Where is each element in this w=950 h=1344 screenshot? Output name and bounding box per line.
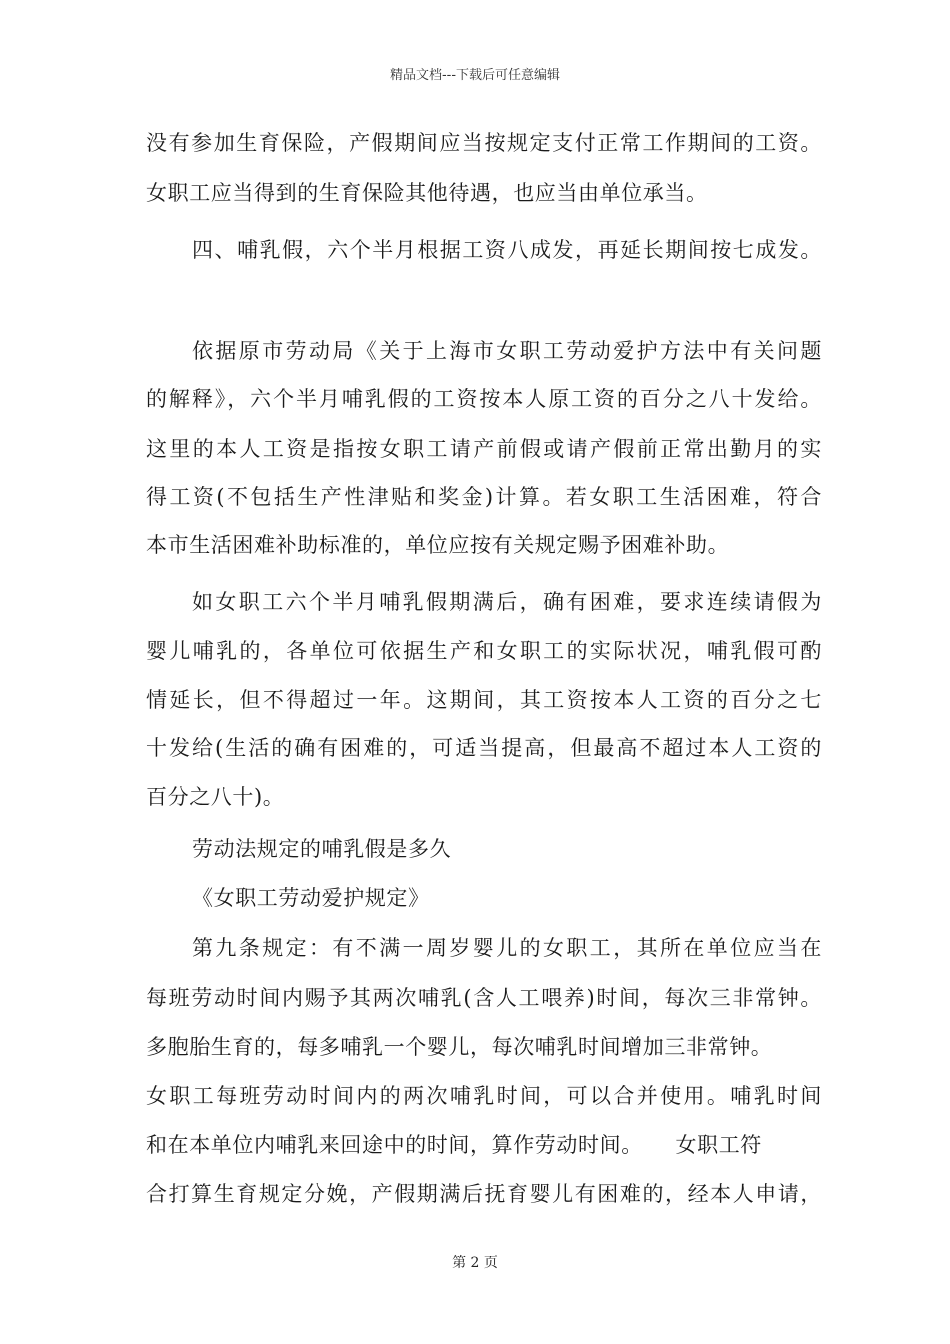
- text-line: 得工资(不包括生产性津贴和奖金)计算。若女职工生活困难，符合: [146, 485, 822, 509]
- text-line: 如女职工六个半月哺乳假期满后，确有困难，要求连续请假为: [192, 590, 822, 614]
- text-line: 多胞胎生育的，每多哺乳一个婴儿，每次哺乳时间增加三非常钟。: [146, 1035, 773, 1059]
- text-line: 合打算生育规定分娩，产假期满后抚育婴儿有困难的，经本人申请，: [146, 1182, 822, 1206]
- text-line: 情延长，但不得超过一年。这期间，其工资按本人工资的百分之七: [146, 688, 822, 712]
- text-line: 四、哺乳假，六个半月根据工资八成发，再延长期间按七成发。: [192, 238, 822, 262]
- text-line: 和在本单位内哺乳来回途中的时间，算作劳动时间。 女职工符: [146, 1133, 762, 1157]
- text-line: 劳动法规定的哺乳假是多久: [192, 837, 452, 861]
- text-line: 没有参加生育保险，产假期间应当按规定支付正常工作期间的工资。: [146, 131, 822, 155]
- text-line: 每班劳动时间内赐予其两次哺乳(含人工喂养)时间，每次三非常钟。: [146, 986, 822, 1010]
- text-line: 女职工应当得到的生育保险其他待遇，也应当由单位承当。: [146, 181, 708, 205]
- text-line: 女职工每班劳动时间内的两次哺乳时间，可以合并使用。哺乳时间: [146, 1084, 822, 1108]
- text-line: 的解释》，六个半月哺乳假的工资按本人原工资的百分之八十发给。: [146, 387, 822, 411]
- text-line: 依据原市劳动局《关于上海市女职工劳动爱护方法中有关问题: [192, 339, 822, 363]
- text-line: 《女职工劳动爱护规定》: [192, 886, 430, 910]
- page-header: 精品文档---下载后可任意编辑: [389, 68, 561, 83]
- text-line: 十发给(生活的确有困难的，可适当提高，但最高不超过本人工资的: [146, 736, 822, 760]
- text-line: 百分之八十)。: [146, 785, 285, 809]
- text-line: 婴儿哺乳的，各单位可依据生产和女职工的实际状况，哺乳假可酌: [146, 639, 822, 663]
- text-line: 第九条规定：有不满一周岁婴儿的女职工，其所在单位应当在: [192, 936, 822, 960]
- text-line: 这里的本人工资是指按女职工请产前假或请产假前正常出勤月的实: [146, 437, 822, 461]
- page-number: 第 2 页: [452, 1255, 498, 1271]
- text-line: 本市生活困难补助标准的，单位应按有关规定赐予困难补助。: [146, 533, 730, 557]
